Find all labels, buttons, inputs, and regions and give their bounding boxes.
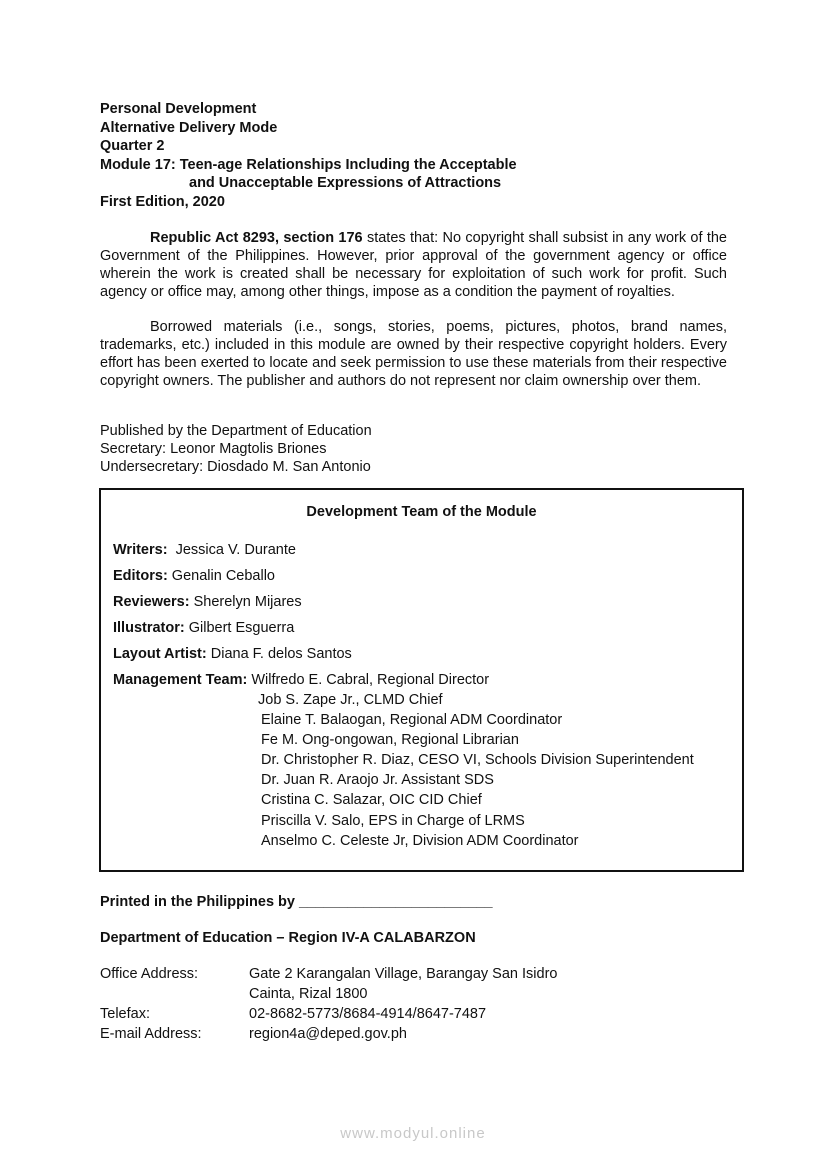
writers-value: Jessica V. Durante	[167, 542, 296, 558]
illustrator-value: Gilbert Esguerra	[184, 620, 295, 636]
reviewers-value: Sherelyn Mijares	[189, 594, 302, 610]
editors-row	[113, 567, 275, 585]
reviewers-label: Reviewers:	[113, 594, 190, 610]
layout-artist-value: Diana F. delos Santos	[206, 646, 352, 662]
module-header	[100, 100, 517, 211]
management-member: Elaine T. Balaogan, Regional ADM Coordinator	[261, 712, 563, 729]
management-team-row	[113, 671, 489, 689]
email-row	[100, 1024, 557, 1044]
management-team-list	[258, 690, 694, 851]
management-member: Cristina C. Salazar, OIC CID Chief	[261, 792, 482, 809]
delivery-mode: Alternative Delivery Mode	[100, 119, 278, 136]
published-by: Published by the Department of Education	[100, 423, 372, 439]
management-member: Job S. Zape Jr., CLMD Chief	[258, 692, 443, 708]
management-member: Fe M. Ong-ongowan, Regional Librarian	[261, 732, 519, 749]
management-member: Priscilla V. Salo, EPS in Charge of LRMS	[261, 812, 525, 829]
email-label: E-mail Address:	[100, 1026, 202, 1042]
writers-label: Writers:	[113, 542, 168, 558]
layout-artist-label: Layout Artist:	[113, 646, 207, 662]
subject-title: Personal Development	[100, 101, 257, 117]
quarter-label: Quarter 2	[100, 138, 165, 154]
management-member: Anselmo C. Celeste Jr, Division ADM Coordinator	[261, 832, 579, 849]
contact-info	[100, 964, 557, 1044]
secretary: Secretary: Leonor Magtolis Briones	[100, 441, 327, 457]
management-member: Dr. Juan R. Araojo Jr. Assistant SDS	[261, 772, 494, 789]
printed-by: Printed in the Philippines by ________________________	[100, 894, 493, 910]
illustrator-label: Illustrator:	[113, 620, 185, 636]
republic-act-ref: Republic Act 8293, section 176	[150, 230, 363, 246]
illustrator-row	[113, 619, 294, 637]
telefax-value: 02-8682-5773/8684-4914/8647-7487	[249, 1006, 487, 1022]
undersecretary: Undersecretary: Diosdado M. San Antonio	[100, 459, 371, 475]
borrowed-text: Borrowed materials (i.e., songs, stories, poems, pictures, photos, brand names, trademarks, etc.) included in this module are owned by their respective copyright holders. Every effort has been exerted to locate and seek permission to use these materials from their respective copyright owners. The publisher and authors do not represent nor claim ownership over them.	[100, 319, 727, 389]
management-team-label: Management Team:	[113, 672, 248, 688]
development-team-box	[99, 488, 744, 872]
editors-value: Genalin Ceballo	[167, 568, 275, 584]
office-address-line1: Gate 2 Karangalan Village, Barangay San Isidro	[249, 966, 558, 982]
module-title-line1: Module 17: Teen-age Relationships Including the Acceptable	[100, 156, 517, 173]
publisher-info	[100, 422, 372, 476]
deped-region: Department of Education – Region IV-A CALABARZON	[100, 930, 476, 946]
management-member: Dr. Christopher R. Diaz, CESO VI, Schools Division Superintendent	[261, 752, 694, 769]
borrowed-paragraph	[100, 318, 727, 390]
telefax-label: Telefax:	[100, 1006, 150, 1022]
reviewers-row	[113, 593, 302, 611]
office-address-label: Office Address:	[100, 966, 199, 982]
module-title-line2: and Unacceptable Expressions of Attractions	[189, 175, 502, 191]
telefax-row	[100, 1004, 557, 1024]
editors-label: Editors:	[113, 568, 168, 584]
management-team-first: Wilfredo E. Cabral, Regional Director	[247, 672, 490, 688]
writers-row	[113, 541, 296, 559]
email-value: region4a@deped.gov.ph	[249, 1026, 407, 1042]
layout-artist-row	[113, 645, 352, 663]
team-title: Development Team of the Module	[306, 504, 537, 520]
edition-label: First Edition, 2020	[100, 193, 225, 210]
office-address-line2: Cainta, Rizal 1800	[249, 986, 368, 1002]
copyright-text: states that: No copyright shall subsist in any work of the Government of the Philippines. However, prior approval of the government agency or office wherein the work is created shall be necessary for exploitation of such work for profit. Such agency or office may, among other things, impose as a condition the payment of royalties.	[100, 230, 727, 300]
office-address-row2	[100, 984, 557, 1004]
website-watermark: www.modyul.online	[340, 1125, 486, 1142]
copyright-paragraph	[100, 229, 727, 301]
office-address-row	[100, 964, 557, 984]
